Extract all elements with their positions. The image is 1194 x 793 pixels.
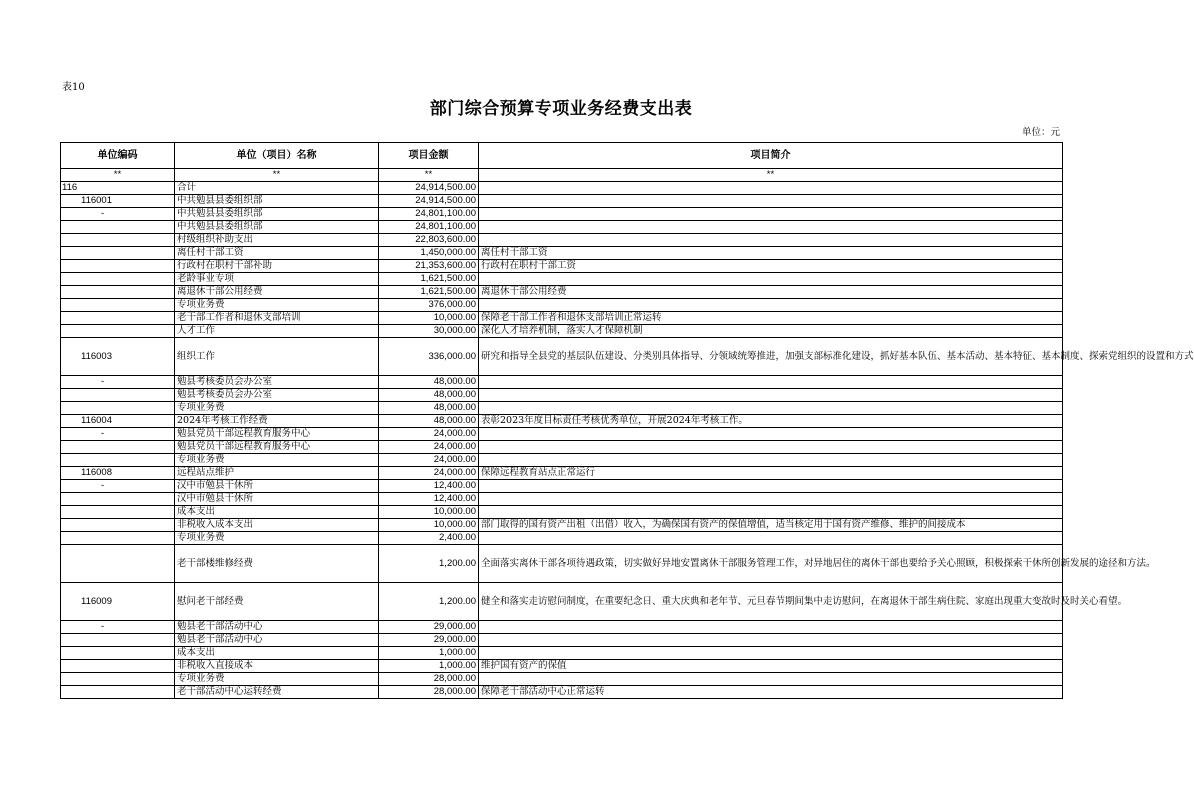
unit-code-cell: 116003 [61,338,175,376]
unit-code-cell [61,647,175,660]
item-name-cell: 专项业务费 [175,454,379,467]
item-name-cell: 老干部楼维修经费 [175,545,379,583]
amount-cell: 10,000.00 [379,312,479,325]
amount-cell: 28,000.00 [379,686,479,699]
item-name-cell: 成本支出 [175,647,379,660]
amount-cell: 1,621,500.00 [379,286,479,299]
amount-cell: 24,801,100.00 [379,208,479,221]
description-cell [479,493,1063,506]
unit-code-cell [61,299,175,312]
item-name-cell: 成本支出 [175,506,379,519]
item-name-cell: 非税收入成本支出 [175,519,379,532]
table-row [61,234,1063,247]
unit-code-cell [61,389,175,402]
amount-cell: 21,353,600.00 [379,260,479,273]
description-cell [479,647,1063,660]
description-cell [479,454,1063,467]
description-cell: 保障老干部活动中心正常运转 [479,686,1063,699]
item-name-cell: 中共勉县县委组织部 [175,221,379,234]
description-cell: 保障老干部工作者和退休支部培训正常运转 [479,312,1063,325]
table-row [61,519,1063,532]
description-cell [479,621,1063,634]
description-cell [479,221,1063,234]
table-row [61,673,1063,686]
amount-cell: 1,200.00 [379,583,479,621]
item-name-cell: 专项业务费 [175,673,379,686]
description-cell [479,402,1063,415]
table-row [61,506,1063,519]
table-row [61,338,1063,376]
item-name-cell: 专项业务费 [175,299,379,312]
item-name-cell: 村级组织补助支出 [175,234,379,247]
description-cell [479,234,1063,247]
item-name-cell: 专项业务费 [175,532,379,545]
description-cell [479,182,1063,195]
item-name-cell: 专项业务费 [175,402,379,415]
unit-code-cell: - [61,480,175,493]
amount-cell: 30,000.00 [379,325,479,338]
unit-code-cell [61,634,175,647]
table-row [61,273,1063,286]
unit-code-cell: 116008 [61,467,175,480]
amount-cell: 24,000.00 [379,441,479,454]
item-name-cell: 老干部工作者和退休支部培训 [175,312,379,325]
table-row [61,686,1063,699]
item-name-cell: 汉中市勉县干休所 [175,480,379,493]
column-header-code: 单位编码 [61,143,175,169]
amount-cell: 12,400.00 [379,493,479,506]
table-row [61,221,1063,234]
item-name-cell: 合计 [175,182,379,195]
unit-code-cell [61,402,175,415]
table-row [61,634,1063,647]
unit-code-cell: - [61,208,175,221]
description-cell [479,673,1063,686]
description-cell: 表彰2023年度目标责任考核优秀单位，开展2024年考核工作。 [479,415,1063,428]
unit-code-cell [61,260,175,273]
unit-code-cell: - [61,428,175,441]
description-cell [479,634,1063,647]
amount-cell: 24,000.00 [379,467,479,480]
column-header-amount: 项目金额 [379,143,479,169]
item-name-cell: 中共勉县县委组织部 [175,208,379,221]
amount-cell: 48,000.00 [379,415,479,428]
unit-code-cell [61,532,175,545]
table-row [61,376,1063,389]
unit-code-cell [61,454,175,467]
table-row [61,428,1063,441]
unit-code-cell [61,519,175,532]
amount-cell: 24,000.00 [379,428,479,441]
budget-table [60,142,1194,699]
unit-code-cell [61,312,175,325]
table-row [61,286,1063,299]
item-name-cell: 非税收入直接成本 [175,660,379,673]
description-cell: 研究和指导全县党的基层队伍建设、分类别具体指导、分领域统筹推进，加强支部标准化建设，抓好基本队伍、基本活动、基本特征、基本制度、探索党组织的设置和方式 [479,338,1063,376]
item-name-cell: 人才工作 [175,325,379,338]
table-row [61,325,1063,338]
unit-code-cell [61,441,175,454]
table-row [61,182,1063,195]
amount-cell: 24,914,500.00 [379,182,479,195]
table-row [61,660,1063,673]
item-name-cell: 勉县考核委员会办公室 [175,389,379,402]
item-name-cell: 慰问老干部经费 [175,583,379,621]
unit-code-cell: 116009 [61,583,175,621]
table-row [61,247,1063,260]
description-cell [479,208,1063,221]
item-name-cell: 远程站点维护 [175,467,379,480]
table-row [61,621,1063,634]
description-cell [479,299,1063,312]
table-row [61,260,1063,273]
marker-cell: ** [479,169,1063,182]
page-title: 部门综合预算专项业务经费支出表 [429,99,693,119]
unit-code-cell [61,493,175,506]
amount-cell: 376,000.00 [379,299,479,312]
amount-cell: 10,000.00 [379,506,479,519]
description-cell: 部门取得的国有资产出租（出借）收入，为确保国有资产的保值增值，适当核定用于国有资产维修、维护的间接成本 [479,519,1063,532]
item-name-cell: 2024年考核工作经费 [175,415,379,428]
description-cell: 保障远程教育站点正常运行 [479,467,1063,480]
amount-cell: 1,000.00 [379,660,479,673]
table-row [61,402,1063,415]
item-name-cell: 组织工作 [175,338,379,376]
unit-code-cell [61,660,175,673]
table-row [61,480,1063,493]
amount-cell: 1,200.00 [379,545,479,583]
description-cell [479,480,1063,493]
table-row [61,647,1063,660]
unit-code-cell: 116 [61,182,175,195]
unit-code-cell [61,545,175,583]
marker-cell: ** [175,169,379,182]
description-cell: 离退休干部公用经费 [479,286,1063,299]
marker-row [61,169,1063,182]
amount-cell: 48,000.00 [379,402,479,415]
table-row [61,532,1063,545]
table-row [61,389,1063,402]
amount-cell: 12,400.00 [379,480,479,493]
table-body [61,169,1194,699]
unit-code-cell [61,247,175,260]
description-cell: 全面落实离休干部各项待遇政策，切实做好异地安置离休干部服务管理工作，对异地居住的离休干部也要给予关心照顾，积极探索干休所创新发展的途径和方法。 [479,545,1063,583]
table-row [61,454,1063,467]
unit-code-cell [61,325,175,338]
marker-cell: ** [61,169,175,182]
description-cell [479,506,1063,519]
unit-label: 单位：元 [1021,127,1060,138]
unit-code-cell: 116001 [61,195,175,208]
unit-code-cell [61,286,175,299]
amount-cell: 29,000.00 [379,621,479,634]
marker-cell: ** [379,169,479,182]
description-cell: 离任村干部工资 [479,247,1063,260]
item-name-cell: 汉中市勉县干休所 [175,493,379,506]
amount-cell: 336,000.00 [379,338,479,376]
amount-cell: 1,621,500.00 [379,273,479,286]
unit-code-cell [61,686,175,699]
table-row [61,415,1063,428]
description-cell [479,376,1063,389]
unit-code-cell: - [61,621,175,634]
item-name-cell: 老龄事业专项 [175,273,379,286]
table-row [61,299,1063,312]
unit-code-cell [61,506,175,519]
table-row [61,467,1063,480]
item-name-cell: 勉县党员干部远程教育服务中心 [175,428,379,441]
item-name-cell: 中共勉县县委组织部 [175,195,379,208]
description-cell [479,273,1063,286]
column-header-description: 项目简介 [479,143,1063,169]
item-name-cell: 勉县老干部活动中心 [175,621,379,634]
table-row [61,493,1063,506]
amount-cell: 22,803,600.00 [379,234,479,247]
description-cell: 行政村在职村干部工资 [479,260,1063,273]
amount-cell: 24,000.00 [379,454,479,467]
unit-code-cell [61,273,175,286]
table-row [61,208,1063,221]
description-cell [479,195,1063,208]
amount-cell: 1,450,000.00 [379,247,479,260]
item-name-cell: 老干部活动中心运转经费 [175,686,379,699]
amount-cell: 24,801,100.00 [379,221,479,234]
description-cell [479,532,1063,545]
description-cell [479,441,1063,454]
item-name-cell: 勉县党员干部远程教育服务中心 [175,441,379,454]
description-cell [479,389,1063,402]
table-row [61,545,1063,583]
item-name-cell: 行政村在职村干部补助 [175,260,379,273]
amount-cell: 24,914,500.00 [379,195,479,208]
unit-code-cell [61,234,175,247]
description-cell: 健全和落实走访慰问制度，在重要纪念日、重大庆典和老年节、元旦春节期间集中走访慰问，在离退休干部生病住院、家庭出现重大变故时及时关心看望。 [479,583,1063,621]
table-row [61,312,1063,325]
table-number: 表10 [62,82,85,93]
description-cell: 维护国有资产的保值 [479,660,1063,673]
amount-cell: 1,000.00 [379,647,479,660]
description-cell [479,428,1063,441]
item-name-cell: 离任村干部工资 [175,247,379,260]
item-name-cell: 勉县老干部活动中心 [175,634,379,647]
unit-code-cell: 116004 [61,415,175,428]
unit-code-cell [61,221,175,234]
amount-cell: 28,000.00 [379,673,479,686]
amount-cell: 2,400.00 [379,532,479,545]
table-row [61,441,1063,454]
amount-cell: 10,000.00 [379,519,479,532]
table-row [61,583,1063,621]
header-row [61,143,1063,169]
amount-cell: 48,000.00 [379,389,479,402]
unit-code-cell [61,673,175,686]
item-name-cell: 勉县考核委员会办公室 [175,376,379,389]
item-name-cell: 离退休干部公用经费 [175,286,379,299]
amount-cell: 48,000.00 [379,376,479,389]
description-cell: 深化人才培养机制，落实人才保障机制 [479,325,1063,338]
amount-cell: 29,000.00 [379,634,479,647]
column-header-name: 单位（项目）名称 [175,143,379,169]
table-row [61,195,1063,208]
unit-code-cell: - [61,376,175,389]
